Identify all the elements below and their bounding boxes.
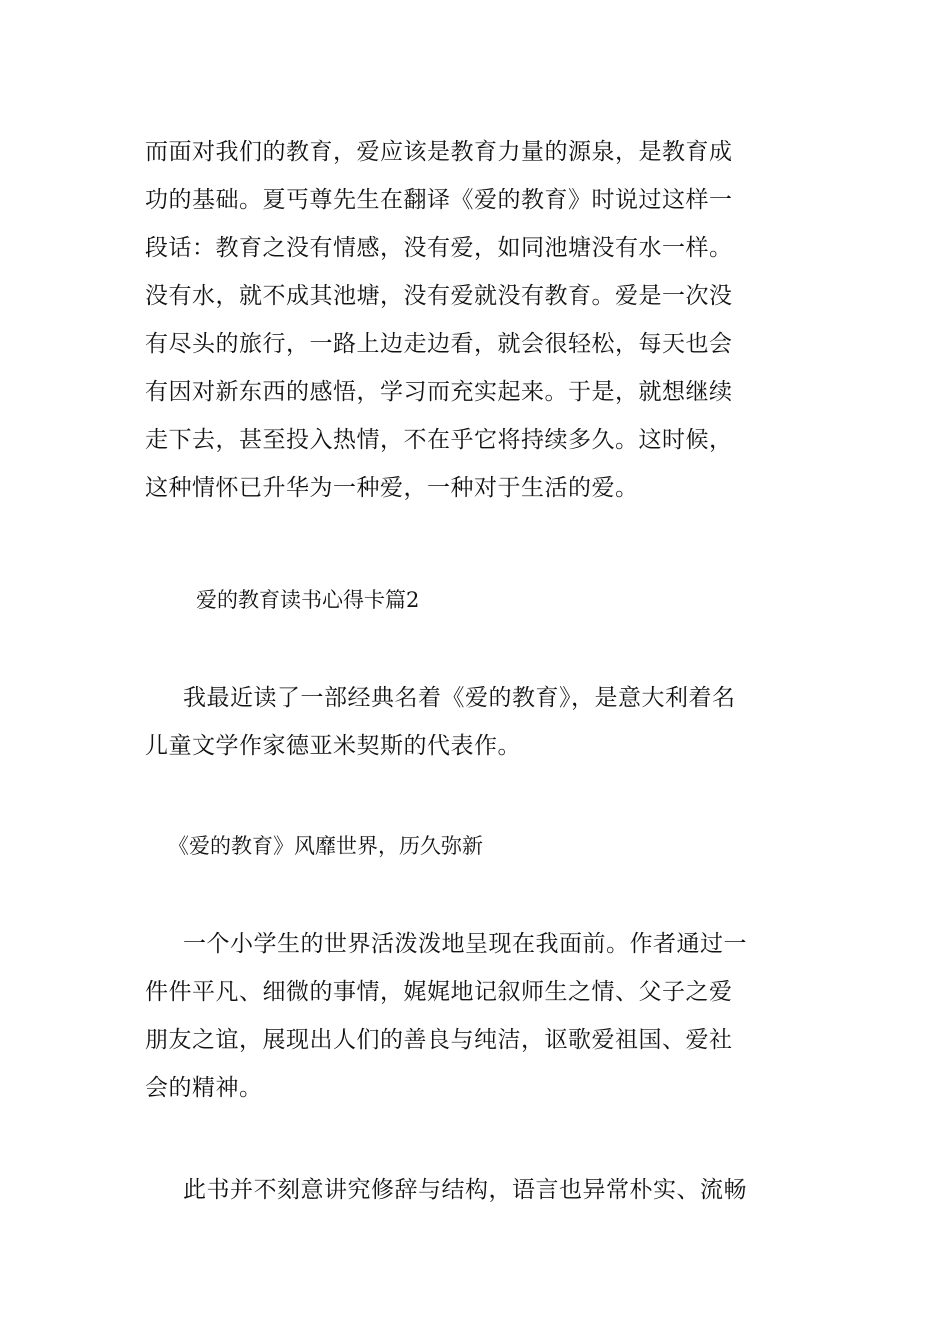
paragraph-intro — [145, 128, 810, 512]
text-line: 段话：教育之没有情感，没有爱，如同池塘没有水一样。 — [145, 235, 733, 261]
section-heading: 爱的教育读书心得卡篇2 — [196, 588, 420, 612]
paragraph-style — [145, 1166, 810, 1214]
text-line: 功的基础。夏丐尊先生在翻译《爱的教育》时说过这样一 — [145, 187, 733, 213]
text-line: 有尽头的旅行，一路上边走边看，就会很轻松，每天也会 — [145, 331, 733, 357]
text-line: 会的精神。 — [145, 1075, 263, 1101]
text-line: 而面对我们的教育，爱应该是教育力量的源泉，是教育成 — [145, 139, 733, 165]
subheading: 《爱的教育》风靡世界，历久弥新 — [168, 834, 483, 858]
paragraph-summary — [145, 920, 810, 1112]
paragraph-book-intro — [145, 674, 810, 770]
text-line: 件件平凡、细微的事情，娓娓地记叙师生之情、父子之爱 — [145, 979, 733, 1005]
text-line: 这种情怀已升华为一种爱，一种对于生活的爱。 — [145, 475, 639, 501]
text-line: 一个小学生的世界活泼泼地呈现在我面前。作者通过一 — [183, 931, 747, 957]
text-line: 儿童文学作家德亚米契斯的代表作。 — [145, 733, 521, 759]
text-line: 有因对新东西的感悟，学习而充实起来。于是，就想继续 — [145, 379, 733, 405]
text-line: 我最近读了一部经典名着《爱的教育》，是意大利着名 — [183, 685, 736, 711]
text-line: 走下去，甚至投入热情，不在乎它将持续多久。这时候， — [145, 427, 733, 453]
text-line: 没有水，就不成其池塘，没有爱就没有教育。爱是一次没 — [145, 283, 733, 309]
text-line: 朋友之谊，展现出人们的善良与纯洁，讴歌爱祖国、爱社 — [145, 1027, 733, 1053]
text-line: 此书并不刻意讲究修辞与结构，语言也异常朴实、流畅 — [183, 1177, 747, 1203]
